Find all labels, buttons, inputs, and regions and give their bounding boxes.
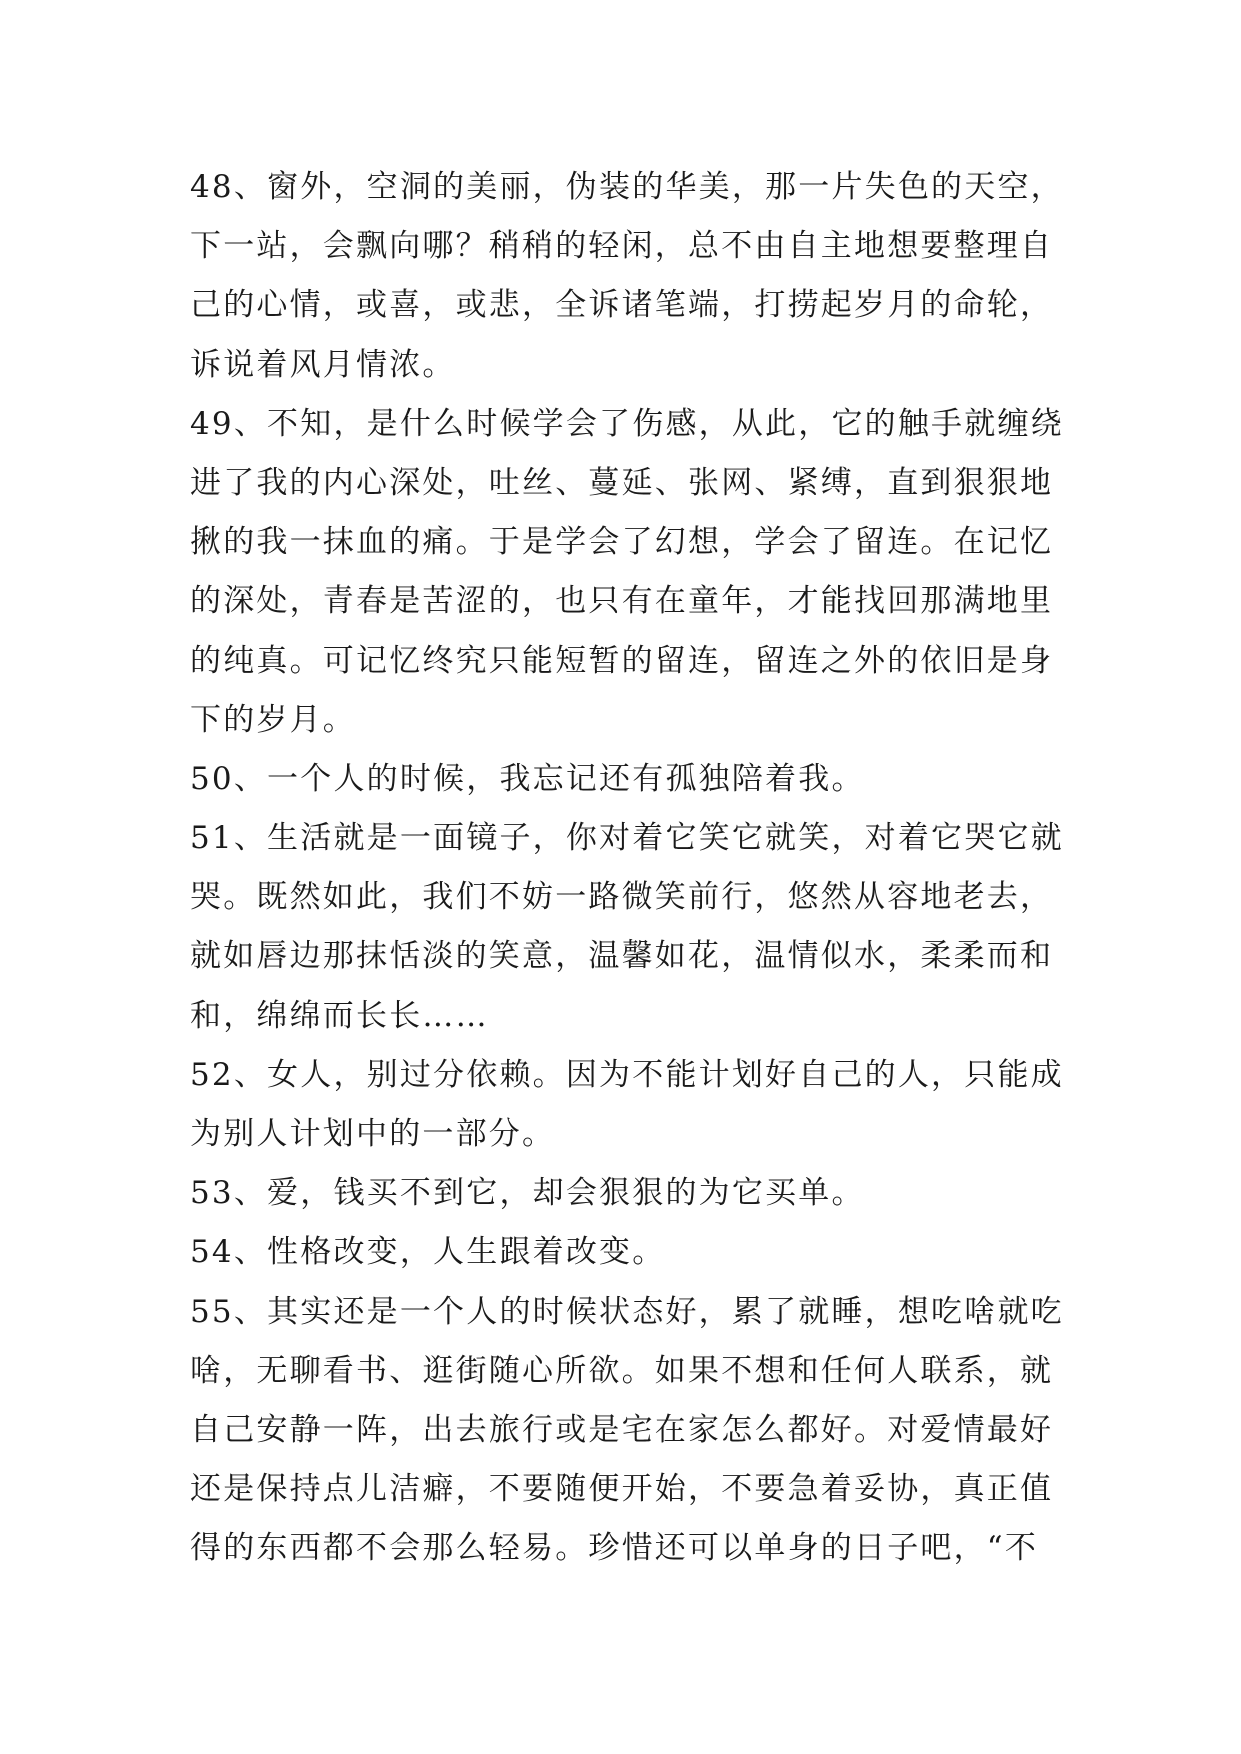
- text-line-2: 下一站，会飘向哪？稍稍的轻闲，总不由自主地想要整理自: [190, 228, 1054, 265]
- text-line-9: 的纯真。可记忆终究只能短暂的留连，留连之外的依旧是身: [190, 642, 1054, 679]
- text-line-7: 揪的我一抹血的痛。于是学会了幻想，学会了留连。在记忆: [190, 524, 1054, 561]
- text-line-10: 下的岁月。: [190, 701, 356, 738]
- text-line-18: 53、爱，钱买不到它，却会狠狠的为它买单。: [190, 1175, 865, 1212]
- text-line-4: 诉说着风月情浓。: [190, 346, 456, 383]
- text-line-6: 进了我的内心深处，吐丝、蔓延、张网、紧缚，直到狠狠地: [190, 464, 1054, 501]
- text-line-11: 50、一个人的时候，我忘记还有孤独陪着我。: [190, 760, 865, 797]
- text-line-3: 己的心情，或喜，或悲，全诉诸笔端，打捞起岁月的命轮，: [190, 287, 1054, 324]
- text-line-5: 49、不知，是什么时候学会了伤感，从此，它的触手就缠绕: [190, 405, 1064, 442]
- text-line-14: 就如唇边那抹恬淡的笑意，温馨如花，温情似水，柔柔而和: [190, 938, 1054, 975]
- text-line-17: 为别人计划中的一部分。: [190, 1116, 556, 1152]
- text-line-24: 得的东西都不会那么轻易。珍惜还可以单身的日子吧，“不: [190, 1530, 1039, 1567]
- text-line-15: 和，绵绵而长长……: [190, 997, 489, 1034]
- text-line-21: 啥，无聊看书、逛街随心所欲。如果不想和任何人联系，就: [190, 1352, 1054, 1389]
- text-line-22: 自己安静一阵，出去旅行或是宅在家怎么都好。对爱情最好: [190, 1411, 1054, 1448]
- text-line-8: 的深处，青春是苦涩的，也只有在童年，才能找回那满地里: [190, 583, 1054, 620]
- text-line-16: 52、女人，别过分依赖。因为不能计划好自己的人，只能成: [190, 1056, 1064, 1093]
- document-body: [190, 158, 1070, 1579]
- text-line-12: 51、生活就是一面镜子，你对着它笑它就笑，对着它哭它就: [190, 820, 1064, 857]
- text-line-19: 54、性格改变，人生跟着改变。: [190, 1234, 666, 1271]
- text-line-23: 还是保持点儿洁癖，不要随便开始，不要急着妥协，真正值: [190, 1471, 1054, 1508]
- text-line-13: 哭。既然如此，我们不妨一路微笑前行，悠然从容地老去，: [190, 879, 1054, 916]
- text-line-20: 55、其实还是一个人的时候状态好，累了就睡，想吃啥就吃: [190, 1293, 1064, 1330]
- text-line-1: 48、窗外，空洞的美丽，伪装的华美，那一片失色的天空，: [190, 169, 1064, 205]
